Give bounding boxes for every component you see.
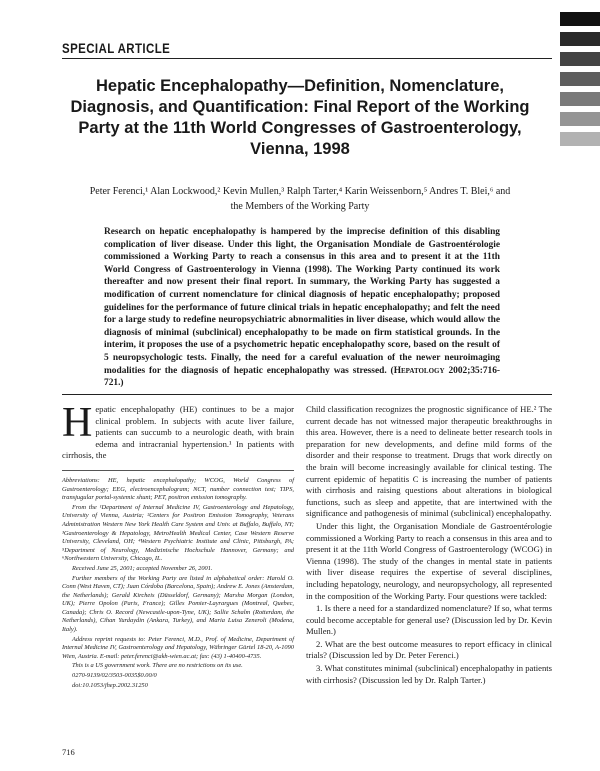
- authors-line-2: the Members of the Working Party: [230, 201, 370, 212]
- abstract-text: Research on hepatic encephalopathy is hampered by the imprecise definition of this disabling complication of liver disease. Under this light, the Organisation Mondiale de Gastroentérologie commissioned a Working Party to reach a consensus in this area and to present it at the 11th World Congress of Gastroenterology in Vienna (1998). The Working Party continued its work thereafter and now present their final report. In summary, the Working Party has suggested a modification of current nomenclature for clinical diagnosis of hepatic encephalopathy; proposed guidelines for the performance of future clinical trials in hepatic encephalopathy; and felt the need for a large study to redefine neuropsychiatric abnormalities in liver disease, which would allow the diagnosis of minimal (subclinical) encephalopathy to be made on firm statistical grounds. In the interim, it proposes the use of a psychometric hepatic encephalopathy score, based on the result of 5 neuropsychologic tests. Finally, the need for a careful evaluation of the newer neuroimaging modalities for the diagnosis of hepatic encephalopathy was stressed. (: [104, 227, 500, 376]
- footnote-affiliations: From the ¹Department of Internal Medicine IV, Gastroenterology and Hepatology, University of Vienna, Austria; ²Centers for Positron Emission Tomography, Veterans Administration Western New York Health Care System and Univ. at Buffalo, Buffalo, NY; ³Gastroenterology & Hepatology, MetroHealth Medical Center, Case Western Reserve University, Cleveland, OH; ⁴Western Psychiatric Institute and Clinic, Pittsburgh, PA; ⁵Department of Neurology, Medizinische Hochschule Hannover, Germany; and ⁶Northwestern University, Chicago, IL.: [62, 503, 294, 563]
- authors-line-1: Peter Ferenci,¹ Alan Lockwood,² Kevin Mullen,³ Ralph Tarter,⁴ Karin Weissenborn,⁵ Andres T. Blei,⁶ and: [89, 186, 511, 197]
- footnote-received: Received June 25, 2001; accepted November 26, 2001.: [72, 564, 213, 572]
- edge-bar: [560, 92, 600, 106]
- edge-bar: [560, 32, 600, 46]
- footnote-members: Further members of the Working Party are listed in alphabetical order: Harold O. Conn (West Haven, CT); Juan Córdoba (Barcelona, Spain); Andrew E. Jones (Amsterdam, the Netherlands); Gerald Kircheis (Düsseldorf, Germany); Marsha Morgan (London, UK); Pierre Opolon (Paris, France); Gilles Pomier-Layrargues (Montreal, Quebec, Canada); Chris O. Record (Newcastle-upon-Tyne, UK); Sallie Schalm (Rotterdam, the Netherlands), Cihan Yurdaydin (Ankara, Turkey), and Maria Luisa Zeneroli (Modena, Italy).: [62, 574, 294, 634]
- edge-bar: [560, 72, 600, 86]
- body-paragraph-2: Under this light, the Organisation Mondiale de Gastroentérologie commissioned a Working Party to reach a consensus in this area and to present it at the 11th World Congress of Gastroenterology (WCOG) in Vienna (1998). The study of the changes in mental state in patients with liver disease requires the expertise of several disciplines, including hepatology, neurology, and neuropsychology, all represented in the composition of the Working Party. Four questions were tackled:: [306, 520, 552, 601]
- page-number: 716: [62, 747, 75, 757]
- footnote-rule: [62, 470, 294, 471]
- abstract: [104, 226, 500, 390]
- side-bars: [560, 12, 600, 152]
- edge-bar: [560, 132, 600, 146]
- footnote-doi: doi:10.1053/jhep.2002.31250: [72, 681, 148, 689]
- edge-bar: [560, 112, 600, 126]
- abstract-rule: [62, 394, 552, 395]
- drop-cap: H: [62, 400, 93, 446]
- body-paragraph-1: Child classification recognizes the prognostic significance of HE.² The current decade has not witnessed major therapeutic breakthroughs in this area. However, there is a need to delineate better research tools in preparation for new developments, and define mild forms of the disorder and their response to treatment. Drugs that work directly on the brain will become increasingly available for clinical testing. The current epidemic of hepatitis C is increasing the number of patients with cirrhosis and raising questions about alterations in biological functions, such as sleep and appetite, that are intertwined with the significance and pathogenesis of minimal (subclinical) encephalopathy.: [306, 404, 552, 519]
- section-label: SPECIAL ARTICLE: [62, 40, 171, 56]
- abstract-journal: Hepatology: [393, 365, 445, 376]
- abstract-citation: 2002;35:716-721.): [104, 365, 500, 389]
- footnote-abbreviations: Abbreviations: HE, hepatic encephalopathy; WCOG, World Congress of Gastroenterology; EEG, electroencephalogram; NCT, number connection test; TIPS, transjugular portal-systemic shunt; PET, positron emission tomography.: [62, 476, 294, 502]
- question-2: 2. What are the best outcome measures to report efficacy in clinical trials? (Discussion led by Dr. Peter Ferenci.): [306, 638, 552, 661]
- right-column: [306, 404, 552, 687]
- author-list: [70, 184, 530, 214]
- question-3: 3. What constitutes minimal (subclinical) encephalopathy in patients with cirrhosis? (Discussion led by Dr. Ralph Tarter.): [306, 663, 552, 685]
- edge-bar: [560, 52, 600, 66]
- edge-bar: [560, 12, 600, 26]
- footnotes: [62, 477, 294, 690]
- footnote-issn: 0270-9139/02/3503-0035$0.00/0: [72, 672, 157, 680]
- intro-text: epatic encephalopathy (HE) continues to be a major clinical problem. In subjects with acute liver failure, patients can succumb to a neurologic death, with brain edema and intracranial hypertension.¹ In patients with cirrhosis, the: [62, 404, 294, 461]
- left-column: [62, 400, 294, 691]
- article-title: Hepatic Encephalopathy—Definition, Nomenclature, Diagnosis, and Quantification: Final Report of the Working Party at the 11th World Congresses of Gastroenterology, Vienna, 1998: [70, 77, 530, 158]
- header-rule: [62, 58, 552, 59]
- intro-paragraph: [62, 400, 294, 462]
- question-1: 1. Is there a need for a standardized nomenclature? If so, what terms could become acceptable for general use? (Discussion led by Dr. Kevin Mullen.): [306, 603, 552, 637]
- footnote-address: Address reprint requests to: Peter Ferenci, M.D., Prof. of Medicine, Department of Internal Medicine IV, Gastroenterology and Hepatology, Währinger Gürtel 18-20, A-1090 Wien, Austria. E-mail: peter.ferenci@akh-wien.ac.at; fax: (43) 1-40400-4735.: [62, 635, 294, 660]
- footnote-government: This is a US government work. There are no restrictions on its use.: [72, 662, 243, 670]
